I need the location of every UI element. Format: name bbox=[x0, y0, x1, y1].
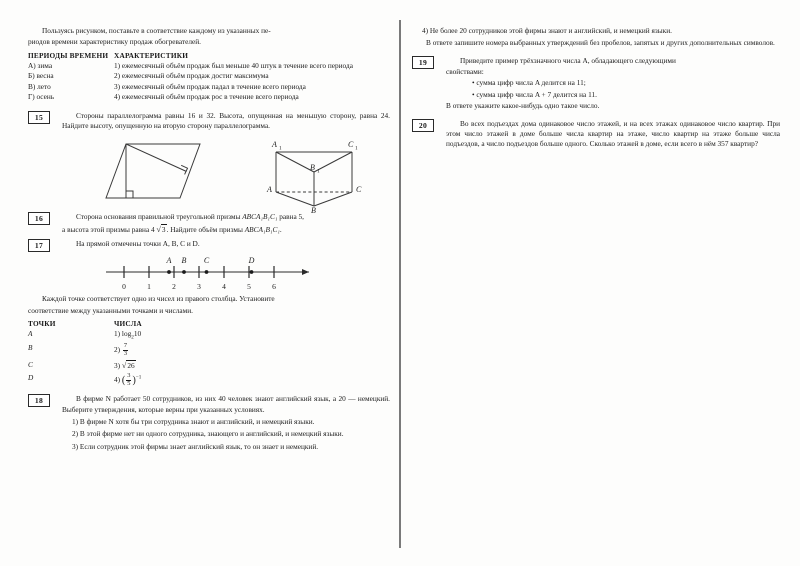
task-14-intro-line2: риодов времени характеристику продаж обогревателей. bbox=[28, 37, 201, 47]
column-divider bbox=[399, 20, 401, 548]
fraction-numerator: 7 bbox=[123, 342, 128, 350]
fraction-numerator: 3 bbox=[127, 371, 131, 379]
task-17-point-0: A bbox=[28, 329, 33, 339]
svg-text:1: 1 bbox=[279, 145, 282, 152]
task-18-statement-2: 2) В этой фирме нет ни одного сотрудника, знающего и английский, и немецкий языки. bbox=[72, 429, 344, 439]
option-2-index: 2) bbox=[114, 345, 121, 355]
svg-text:D: D bbox=[248, 256, 255, 266]
task-20-text: Во всех подъездах дома одинаковое число этажей, и на всех этажах одинаковое число квартир. При этом число этажей в доме больше числа квартир на этаже, число квартир на этаже больше числа подъездов, а число подъездов больше одного. Сколько этажей в доме, если всего в нём 357 квартир? bbox=[446, 118, 780, 149]
task-16-prism-label-2: ABCA₁B₁C₁ bbox=[244, 224, 280, 234]
task-14-intro-line1: Пользуясь рисунком, поставьте в соответствие каждому из указанных пе- bbox=[42, 26, 271, 35]
sqrt-26-radicand: 26 bbox=[127, 360, 135, 370]
task-18-intro: В фирме N работает 50 сотрудников, из них 40 человек знают английский язык, а 20 — немецкий. Выберите утверждения, которые верны при указанных условиях. bbox=[62, 394, 390, 414]
task-14-period-1: Б) весна bbox=[28, 71, 54, 81]
svg-text:4: 4 bbox=[222, 282, 226, 292]
task-17-row bbox=[28, 343, 390, 357]
task-16-prism-label: ABCA₁B₁C₁ bbox=[242, 212, 278, 222]
task-16-line1-a: Сторона основания правильной треугольной призмы bbox=[76, 212, 243, 222]
task-20 bbox=[412, 119, 780, 150]
task-18-number: 18 bbox=[28, 394, 50, 407]
option-3-index: 3) bbox=[114, 360, 121, 370]
task-17-number-option-1: 1) $\log_210$ bbox=[114, 329, 142, 341]
task-17-header-numbers: ЧИСЛА bbox=[114, 319, 142, 329]
task-14-row bbox=[28, 82, 390, 92]
task-14-headers bbox=[28, 51, 390, 61]
task-19-number: 19 bbox=[412, 56, 434, 69]
task-19-intro-line2: свойствами: bbox=[446, 67, 484, 77]
task-14-period-3: Г) осень bbox=[28, 92, 55, 102]
svg-text:1: 1 bbox=[147, 282, 151, 292]
sqrt-3: √3 bbox=[156, 224, 166, 234]
task-18-statement-4: 4) Не более 20 сотрудников этой фирмы знают и английский, и немецкий языки. bbox=[422, 26, 672, 35]
svg-text:6: 6 bbox=[272, 282, 276, 292]
exponent: −1 bbox=[135, 374, 142, 381]
task-16-line1-b: равна 5, bbox=[277, 212, 304, 222]
svg-text:A: A bbox=[166, 256, 172, 266]
svg-text:C: C bbox=[203, 256, 210, 266]
task-17-number-option-3 bbox=[114, 360, 390, 371]
task-14-characteristic-0: 1) ежемесячный объём продаж был меньше 40 штук в течение всего периода bbox=[114, 61, 353, 71]
task-16-number: 16 bbox=[28, 212, 50, 225]
task-16-line1 bbox=[62, 212, 390, 222]
task-17-point-2: C bbox=[28, 359, 33, 369]
svg-text:C: C bbox=[348, 140, 354, 150]
log-argument: 10 bbox=[133, 329, 142, 339]
task-17-headers bbox=[28, 319, 390, 329]
task-18-answer-note: В ответе запишите номера выбранных утверждений без пробелов, запятых и других дополнительных символов. bbox=[426, 38, 775, 48]
task-19-bullet-2: • сумма цифр числа A + 7 делится на 11. bbox=[472, 89, 597, 99]
task-14-row bbox=[28, 71, 390, 81]
task-14-header-periods: ПЕРИОДЫ ВРЕМЕНИ bbox=[28, 50, 109, 60]
task-14-period-0: А) зима bbox=[28, 61, 53, 71]
option-4-index: 4) bbox=[114, 374, 121, 384]
task-17 bbox=[28, 239, 390, 249]
task-16-line2-b: . Найдите объём призмы bbox=[166, 224, 245, 234]
task-18-statement-1: 1) В фирме N хотя бы три сотрудника знают и английский, и немецкий языки. bbox=[72, 417, 315, 427]
triangular-prism-figure bbox=[256, 130, 376, 214]
svg-text:A: A bbox=[267, 185, 272, 195]
task-17-number: 17 bbox=[28, 239, 50, 252]
svg-text:B: B bbox=[311, 206, 316, 215]
left-column bbox=[28, 26, 390, 455]
task-20-number: 20 bbox=[412, 119, 434, 132]
task-17-instruction-line1: Каждой точке соответствует одно из чисел из правого столбца. Установите bbox=[42, 294, 275, 304]
task-18-statement-3: 3) Если сотрудник этой фирмы знает английский язык, то он знает и немецкий. bbox=[72, 441, 319, 451]
task-16-line2-a: а высота этой призмы равна 4 bbox=[62, 224, 155, 234]
svg-text:A: A bbox=[272, 140, 277, 150]
svg-text:1: 1 bbox=[355, 145, 358, 152]
fraction-7-3 bbox=[123, 343, 128, 357]
task-17-number-option-2 bbox=[114, 343, 390, 357]
figures-row bbox=[28, 134, 390, 215]
task-14-characteristic-3: 4) ежемесячный объём продаж рос в течение всего периода bbox=[114, 92, 299, 102]
task-19-intro-line1: Приведите пример трёхзначного числа A, обладающего следующими bbox=[460, 55, 676, 65]
task-17-point-1: B bbox=[28, 343, 33, 353]
number-line-figure bbox=[28, 252, 390, 292]
task-15 bbox=[28, 111, 390, 132]
task-14-matching bbox=[28, 26, 390, 103]
task-17-row bbox=[28, 360, 390, 371]
task-15-text: Стороны параллелограмма равны 16 и 32. Высота, опущенная на меньшую сторону, равна 24. Найдите высоту, опущенную на вторую сторону параллелограмма. bbox=[62, 110, 390, 130]
svg-text:B: B bbox=[310, 163, 315, 173]
task-18-continuation bbox=[412, 26, 780, 49]
svg-text:C: C bbox=[356, 185, 362, 195]
sqrt-26: √26 bbox=[121, 360, 135, 370]
svg-text:B: B bbox=[181, 256, 187, 266]
fraction-3-5 bbox=[126, 373, 131, 387]
svg-text:5: 5 bbox=[247, 282, 251, 292]
task-19-bullet-1: • сумма цифр числа A делится на 11; bbox=[472, 78, 586, 88]
option-1-index: 1) bbox=[114, 329, 121, 339]
task-17-instruction-line2: соответствие между указанными точками и числами. bbox=[28, 305, 193, 315]
task-14-row bbox=[28, 92, 390, 102]
svg-text:1: 1 bbox=[317, 168, 320, 175]
sqrt-3-radicand: 3 bbox=[161, 224, 166, 234]
task-17-header-points: ТОЧКИ bbox=[28, 319, 56, 329]
svg-text:2: 2 bbox=[172, 282, 176, 292]
task-17-row bbox=[28, 329, 390, 342]
task-17-row bbox=[28, 373, 390, 388]
task-19 bbox=[412, 56, 780, 112]
task-17-number-option-4: 4) ( $\frac{3}{5}$ )$^{-1}$ bbox=[114, 371, 142, 387]
svg-text:0: 0 bbox=[122, 282, 126, 292]
task-17-matching bbox=[28, 294, 390, 388]
fraction-denominator: 5 bbox=[127, 379, 131, 387]
task-14-row bbox=[28, 61, 390, 71]
task-15-number: 15 bbox=[28, 111, 50, 124]
svg-text:3: 3 bbox=[197, 282, 201, 292]
parallelogram-figure bbox=[78, 134, 208, 206]
task-14-characteristic-1: 2) ежемесячный объём продаж достиг максимума bbox=[114, 71, 269, 81]
task-19-answer-note: В ответе укажите какое-нибудь одно такое число. bbox=[446, 101, 600, 111]
task-16 bbox=[28, 212, 390, 235]
log-base: 2 bbox=[131, 334, 134, 341]
task-14-characteristic-2: 3) ежемесячный объём продаж падал в течение всего периода bbox=[114, 81, 306, 91]
right-column bbox=[412, 26, 780, 153]
task-14-period-2: В) лето bbox=[28, 81, 51, 91]
task-14-header-characteristics: ХАРАКТЕРИСТИКИ bbox=[114, 50, 189, 60]
task-17-text: На прямой отмечены точки A, B, C и D. bbox=[76, 238, 200, 248]
task-17-point-3: D bbox=[28, 372, 34, 382]
fraction-denominator: 3 bbox=[123, 349, 128, 357]
task-16-line2-end: . bbox=[279, 224, 282, 234]
task-18 bbox=[28, 394, 390, 452]
task-16-line2 bbox=[62, 224, 390, 235]
